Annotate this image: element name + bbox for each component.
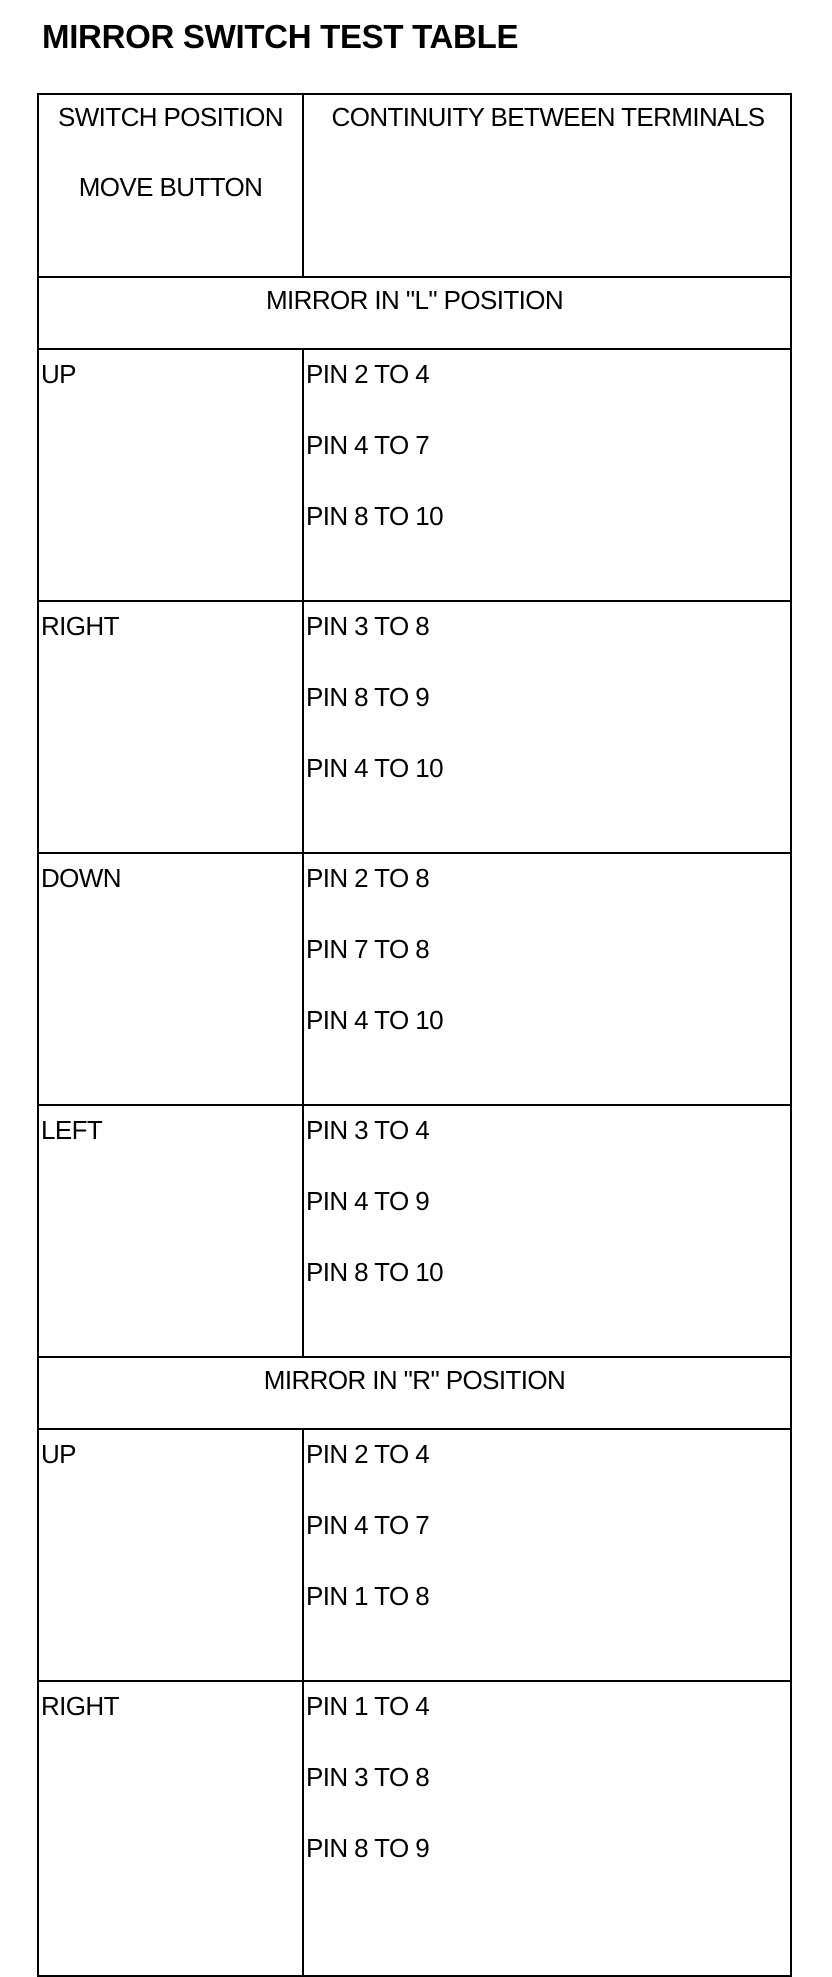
continuity-list (306, 1691, 429, 1904)
mirror-switch-test-table (37, 93, 792, 1977)
table-row (39, 1106, 790, 1358)
header-switch-position: SWITCH POSITION (57, 102, 283, 132)
continuity-item: PIN 4 TO 10 (306, 753, 443, 783)
column-divider (302, 1682, 304, 1975)
continuity-list (306, 1115, 443, 1328)
continuity-item: PIN 8 TO 9 (306, 682, 430, 712)
switch-position-cell: RIGHT (41, 1691, 119, 1721)
continuity-item: PIN 3 TO 4 (306, 1115, 430, 1145)
column-divider (302, 854, 304, 1104)
continuity-item: PIN 2 TO 4 (306, 1439, 430, 1469)
continuity-list (306, 863, 443, 1076)
continuity-list (306, 611, 443, 824)
continuity-item: PIN 4 TO 9 (306, 1186, 430, 1216)
continuity-list (306, 1439, 429, 1652)
continuity-item: PIN 8 TO 10 (306, 1257, 443, 1287)
continuity-item: PIN 1 TO 8 (306, 1581, 430, 1611)
table-row (39, 602, 790, 854)
column-divider (302, 350, 304, 600)
continuity-item: PIN 3 TO 8 (306, 1762, 430, 1792)
switch-position-cell: UP (41, 1439, 76, 1469)
continuity-item: PIN 1 TO 4 (306, 1691, 430, 1721)
section-heading-l: MIRROR IN "L" POSITION (265, 285, 564, 315)
continuity-item: PIN 7 TO 8 (306, 934, 430, 964)
column-divider (302, 1106, 304, 1356)
table-row (39, 1430, 790, 1682)
continuity-item: PIN 3 TO 8 (306, 611, 430, 641)
column-divider (302, 602, 304, 852)
continuity-item: PIN 8 TO 10 (306, 501, 443, 531)
continuity-list (306, 359, 443, 572)
header-continuity: CONTINUITY BETWEEN TERMINALS (331, 102, 765, 132)
section-heading-r: MIRROR IN "R" POSITION (263, 1365, 566, 1395)
page-title: MIRROR SWITCH TEST TABLE (42, 18, 519, 55)
column-divider (302, 1430, 304, 1680)
table-row (39, 854, 790, 1106)
table-header-row (39, 95, 790, 278)
header-move-button: MOVE BUTTON (78, 172, 263, 202)
continuity-item: PIN 8 TO 9 (306, 1833, 430, 1863)
continuity-item: PIN 2 TO 8 (306, 863, 430, 893)
switch-position-cell: RIGHT (41, 611, 119, 641)
continuity-item: PIN 2 TO 4 (306, 359, 430, 389)
continuity-item: PIN 4 TO 7 (306, 430, 430, 460)
table-row (39, 350, 790, 602)
switch-position-cell: DOWN (41, 863, 121, 893)
continuity-item: PIN 4 TO 10 (306, 1005, 443, 1035)
switch-position-cell: UP (41, 359, 76, 389)
continuity-item: PIN 4 TO 7 (306, 1510, 430, 1540)
section-heading-row-r (39, 1358, 790, 1430)
section-heading-row-l (39, 278, 790, 350)
table-row (39, 1682, 790, 1975)
switch-position-cell: LEFT (41, 1115, 103, 1145)
